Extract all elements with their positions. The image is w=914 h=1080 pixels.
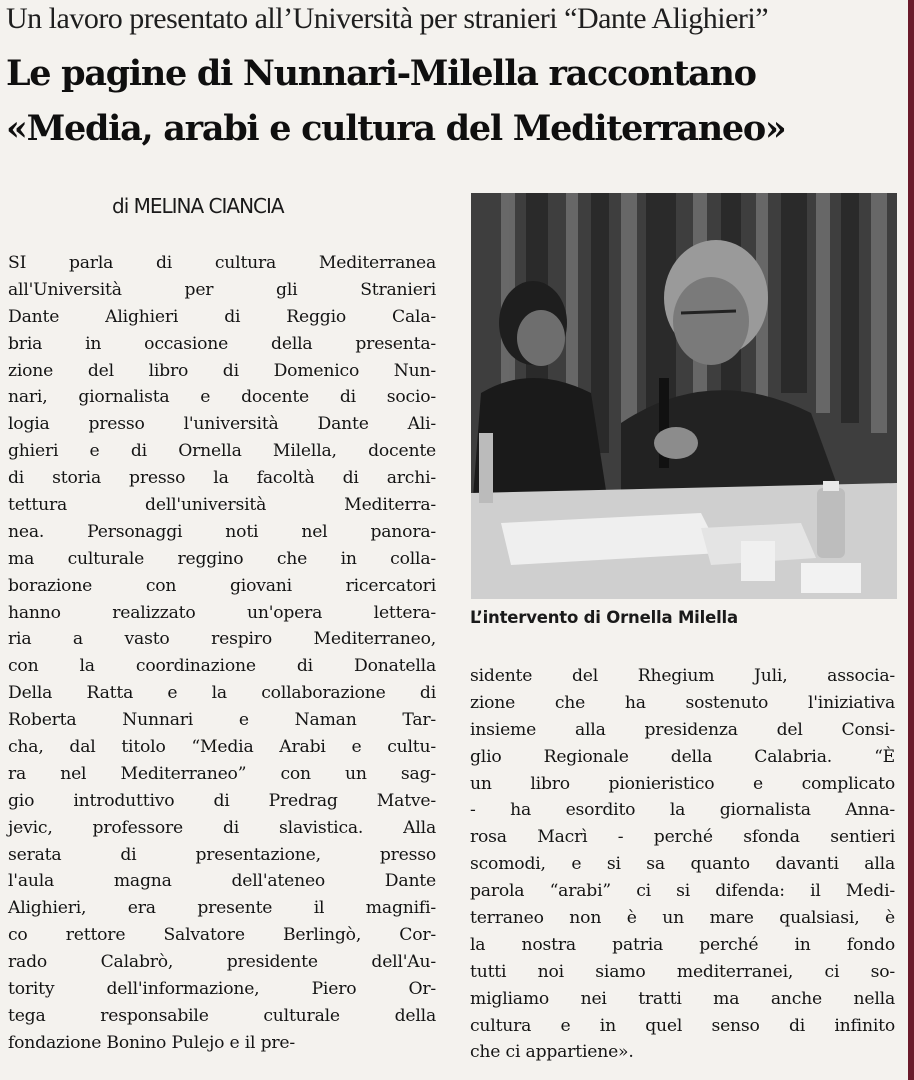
article-line: - ha esordito la giornalista Anna- bbox=[470, 800, 895, 821]
article-line: di storia presso la facoltà di archi- bbox=[8, 468, 436, 489]
article-line: bria in occasione della presenta- bbox=[8, 333, 436, 354]
article-line: borazione con giovani ricercatori bbox=[8, 575, 436, 596]
headline bbox=[6, 46, 906, 156]
article-line: nari, giornalista e docente di socio- bbox=[8, 387, 436, 408]
article-line: tettura dell'università Mediterra- bbox=[8, 495, 436, 516]
article-line: un libro pionieristico e complicato bbox=[470, 773, 895, 794]
article-line: glio Regionale della Calabria. “È bbox=[470, 746, 895, 767]
article-line: zione che ha sostenuto l'iniziativa bbox=[470, 692, 895, 713]
article-line: Roberta Nunnari e Naman Tar- bbox=[8, 710, 436, 731]
article-column-right bbox=[470, 663, 895, 1066]
article-line: tority dell'informazione, Piero Or- bbox=[8, 979, 436, 1000]
article-line: Della Ratta e la collaborazione di bbox=[8, 683, 436, 704]
article-line: cha, dal titolo “Media Arabi e cultu- bbox=[8, 737, 436, 758]
scan-edge bbox=[908, 0, 914, 1080]
article-line: serata di presentazione, presso bbox=[8, 844, 436, 865]
article-column-left bbox=[8, 250, 436, 1057]
article-line: l'aula magna dell'ateneo Dante bbox=[8, 871, 436, 892]
article-line: jevic, professore di slavistica. Alla bbox=[8, 817, 436, 838]
article-line: ghieri e di Ornella Milella, docente bbox=[8, 441, 436, 462]
article-line: rado Calabrò, presidente dell'Au- bbox=[8, 952, 436, 973]
article-line: Dante Alighieri di Reggio Cala- bbox=[8, 306, 436, 327]
article-line: gio introduttivo di Predrag Matve- bbox=[8, 790, 436, 811]
article-line: terraneo non è un mare qualsiasi, è bbox=[470, 908, 895, 929]
kicker: Un lavoro presentato all’Università per stranieri “Dante Alighieri” bbox=[6, 2, 769, 35]
article-line: hanno realizzato un'opera lettera- bbox=[8, 602, 436, 623]
article-line: ma culturale reggino che in colla- bbox=[8, 548, 436, 569]
article-line: Alighieri, era presente il magnifi- bbox=[8, 898, 436, 919]
article-line: la nostra patria perché in fondo bbox=[470, 934, 895, 955]
photo-caption: L’intervento di Ornella Milella bbox=[470, 608, 738, 627]
article-line: che ci appartiene». bbox=[470, 1042, 634, 1063]
article-line: rosa Macrì - perché sfonda sentieri bbox=[470, 827, 895, 848]
article-line: SI parla di cultura Mediterranea bbox=[8, 253, 436, 273]
article-line: migliamo nei tratti ma anche nella bbox=[470, 988, 895, 1009]
article-photo bbox=[471, 193, 897, 599]
article-line: tega responsabile culturale della bbox=[8, 1005, 436, 1026]
article-line: logia presso l'università Dante Ali- bbox=[8, 414, 436, 435]
article-line: zione del libro di Domenico Nun- bbox=[8, 360, 436, 381]
article-line: insieme alla presidenza del Consi- bbox=[470, 719, 895, 740]
photo-illustration bbox=[471, 193, 897, 599]
article-line: con la coordinazione di Donatella bbox=[8, 656, 436, 677]
headline-line-2: «Media, arabi e cultura del Mediterraneo» bbox=[6, 108, 786, 149]
article-line: scomodi, e si sa quanto davanti alla bbox=[470, 854, 895, 875]
headline-line-1: Le pagine di Nunnari-Milella raccontano bbox=[6, 53, 756, 94]
byline: di MELINA CIANCIA bbox=[112, 194, 284, 218]
article-line: parola “arabi” ci si difenda: il Medi- bbox=[470, 881, 895, 902]
article-line: cultura e in quel senso di infinito bbox=[470, 1015, 895, 1036]
article-line: ra nel Mediterraneo” con un sag- bbox=[8, 763, 436, 784]
article-line: sidente del Rhegium Juli, associa- bbox=[470, 666, 895, 686]
article-line: tutti noi siamo mediterranei, ci so- bbox=[470, 961, 895, 982]
article-line: fondazione Bonino Pulejo e il pre- bbox=[8, 1032, 295, 1053]
article-line: ria a vasto respiro Mediterraneo, bbox=[8, 629, 436, 650]
article-line: nea. Personaggi noti nel panora- bbox=[8, 521, 436, 542]
article-line: all'Università per gli Stranieri bbox=[8, 279, 436, 300]
article-line: co rettore Salvatore Berlingò, Cor- bbox=[8, 925, 436, 946]
